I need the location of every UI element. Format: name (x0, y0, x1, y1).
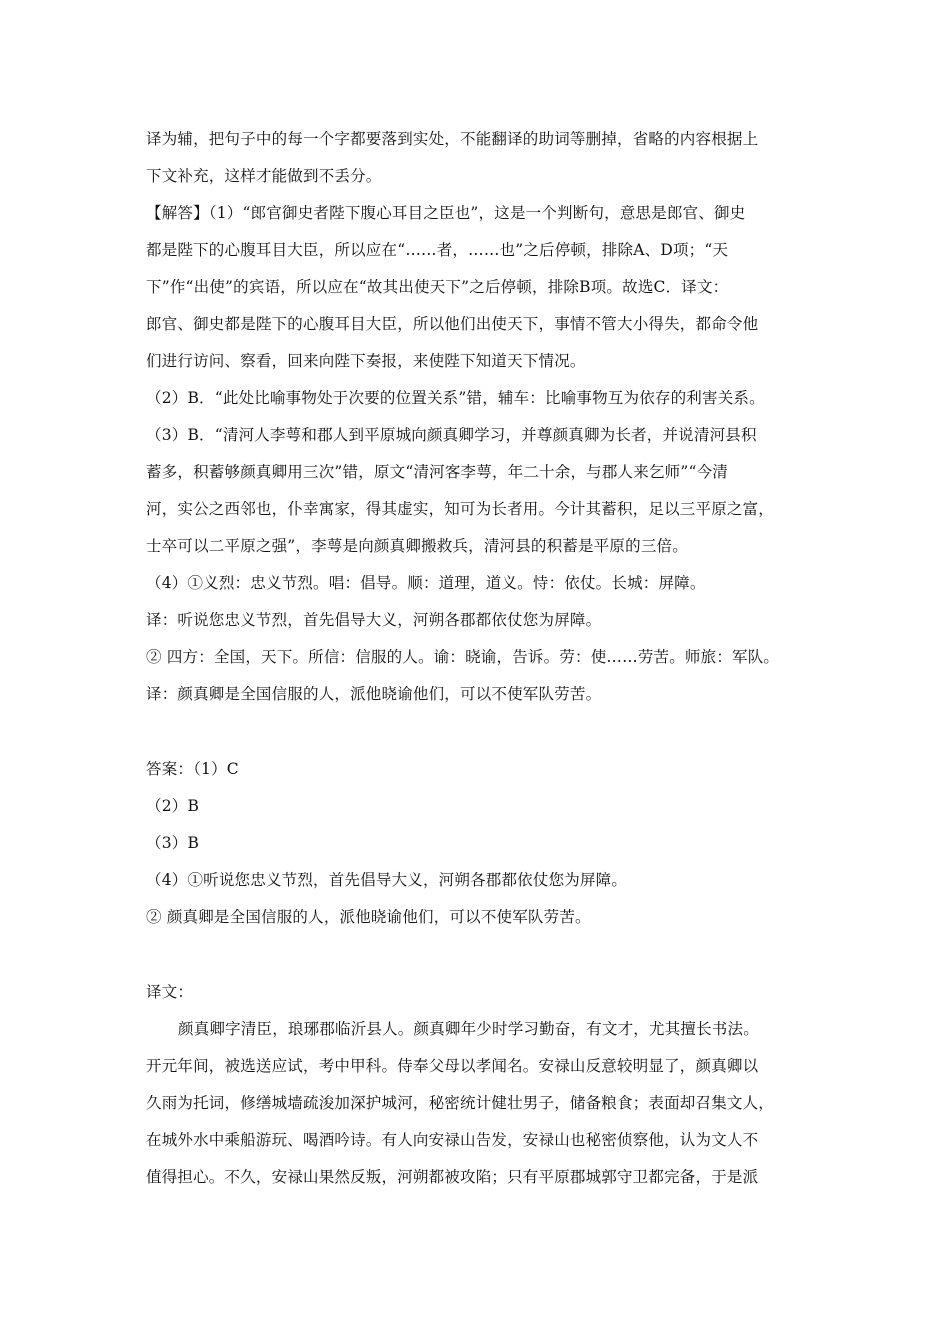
analysis-line: 下”作“出使”的宾语，所以应在“故其出使天下”之后停顿，排除B项。故选C．译文： (146, 278, 729, 296)
answer-line: ② 颜真卿是全国信服的人，派他晓谕他们，可以不使军队劳苦。 (146, 908, 591, 926)
analysis-line: （4）①义烈：忠义节烈。唱：倡导。顺：道理，道义。恃：依仗。长城：屏障。 (146, 574, 706, 592)
answer-section (146, 751, 816, 936)
analysis-line: 下文补充，这样才能做到不丢分。 (146, 167, 382, 185)
answer-line: （4）①听说您忠义节烈，首先倡导大义，河朔各郡都依仗您为屏障。 (146, 871, 628, 889)
analysis-line: 蓄多，积蓄够颜真卿用三次”错，原文“清河客李萼，年二十余，与郡人来乞师”“今清 (146, 463, 728, 481)
analysis-line: （2）B．“此处比喻事物处于次要的位置关系”错，辅车：比喻事物互为依存的利害关系。 (146, 389, 765, 407)
document-page (146, 121, 816, 1196)
analysis-line: 郎官、御史都是陛下的心腹耳目大臣，所以他们出使天下，事情不管大小得失，都命令他 (146, 315, 759, 333)
section-spacer (146, 713, 816, 751)
analysis-line: 【解答】（1）“郎官御史者陛下腹心耳目之臣也”，这是一个判断句，意思是郎官、御史 (146, 204, 746, 222)
answer-line: （3）B (146, 834, 200, 852)
section-spacer (146, 936, 816, 974)
analysis-line: 译为辅，把句子中的每一个字都要落到实处，不能翻译的助词等删掉，省略的内容根据上 (146, 130, 759, 148)
translation-line: 开元年间，被选送应试，考中甲科。侍奉父母以孝闻名。安禄山反意较明显了，颜真卿以 (146, 1057, 759, 1075)
analysis-line: 们进行访问、察看，回来向陛下奏报，来使陛下知道天下情况。 (146, 352, 586, 370)
analysis-line: （3）B．“清河人李萼和郡人到平原城向颜真卿学习，并尊颜真卿为长者，并说清河县积 (146, 426, 757, 444)
analysis-line: ② 四方：全国，天下。所信：信服的人。谕：晓谕，告诉。劳：使……劳苦。师旅：军队。 (146, 648, 780, 666)
translation-line: 值得担心。不久，安禄山果然反叛，河朔都被攻陷；只有平原郡城郭守卫都完备，于是派 (146, 1168, 759, 1186)
translation-line: 久雨为托词，修缮城墙疏浚加深护城河，秘密统计健壮男子，储备粮食；表面却召集文人， (146, 1094, 775, 1112)
answer-line: 答案：（1）C (146, 760, 239, 778)
translation-line: 在城外水中乘船游玩、喝酒吟诗。有人向安禄山告发，安禄山也秘密侦察他，认为文人不 (146, 1131, 759, 1149)
translation-section (146, 974, 816, 1196)
translation-line: 颜真卿字清臣，琅琊郡临沂县人。颜真卿年少时学习勤奋，有文才，尤其擅长书法。 (178, 1020, 759, 1038)
analysis-line: 士卒可以二平原之强”，李萼是向颜真卿搬救兵，清河县的积蓄是平原的三倍。 (146, 537, 688, 555)
analysis-section (146, 121, 816, 713)
analysis-line: 河，实公之西邻也，仆幸寓家，得其虚实，知可为长者用。今计其蓄积，足以三平原之富， (146, 500, 775, 518)
answer-line: （2）B (146, 797, 200, 815)
analysis-line: 译：听说您忠义节烈，首先倡导大义，河朔各郡都依仗您为屏障。 (146, 611, 602, 629)
analysis-line: 都是陛下的心腹耳目大臣，所以应在“……者，……也”之后停顿，排除A、D项；“天 (146, 241, 729, 259)
translation-heading: 译文： (146, 983, 194, 1001)
analysis-line: 译：颜真卿是全国信服的人，派他晓谕他们，可以不使军队劳苦。 (146, 685, 602, 703)
